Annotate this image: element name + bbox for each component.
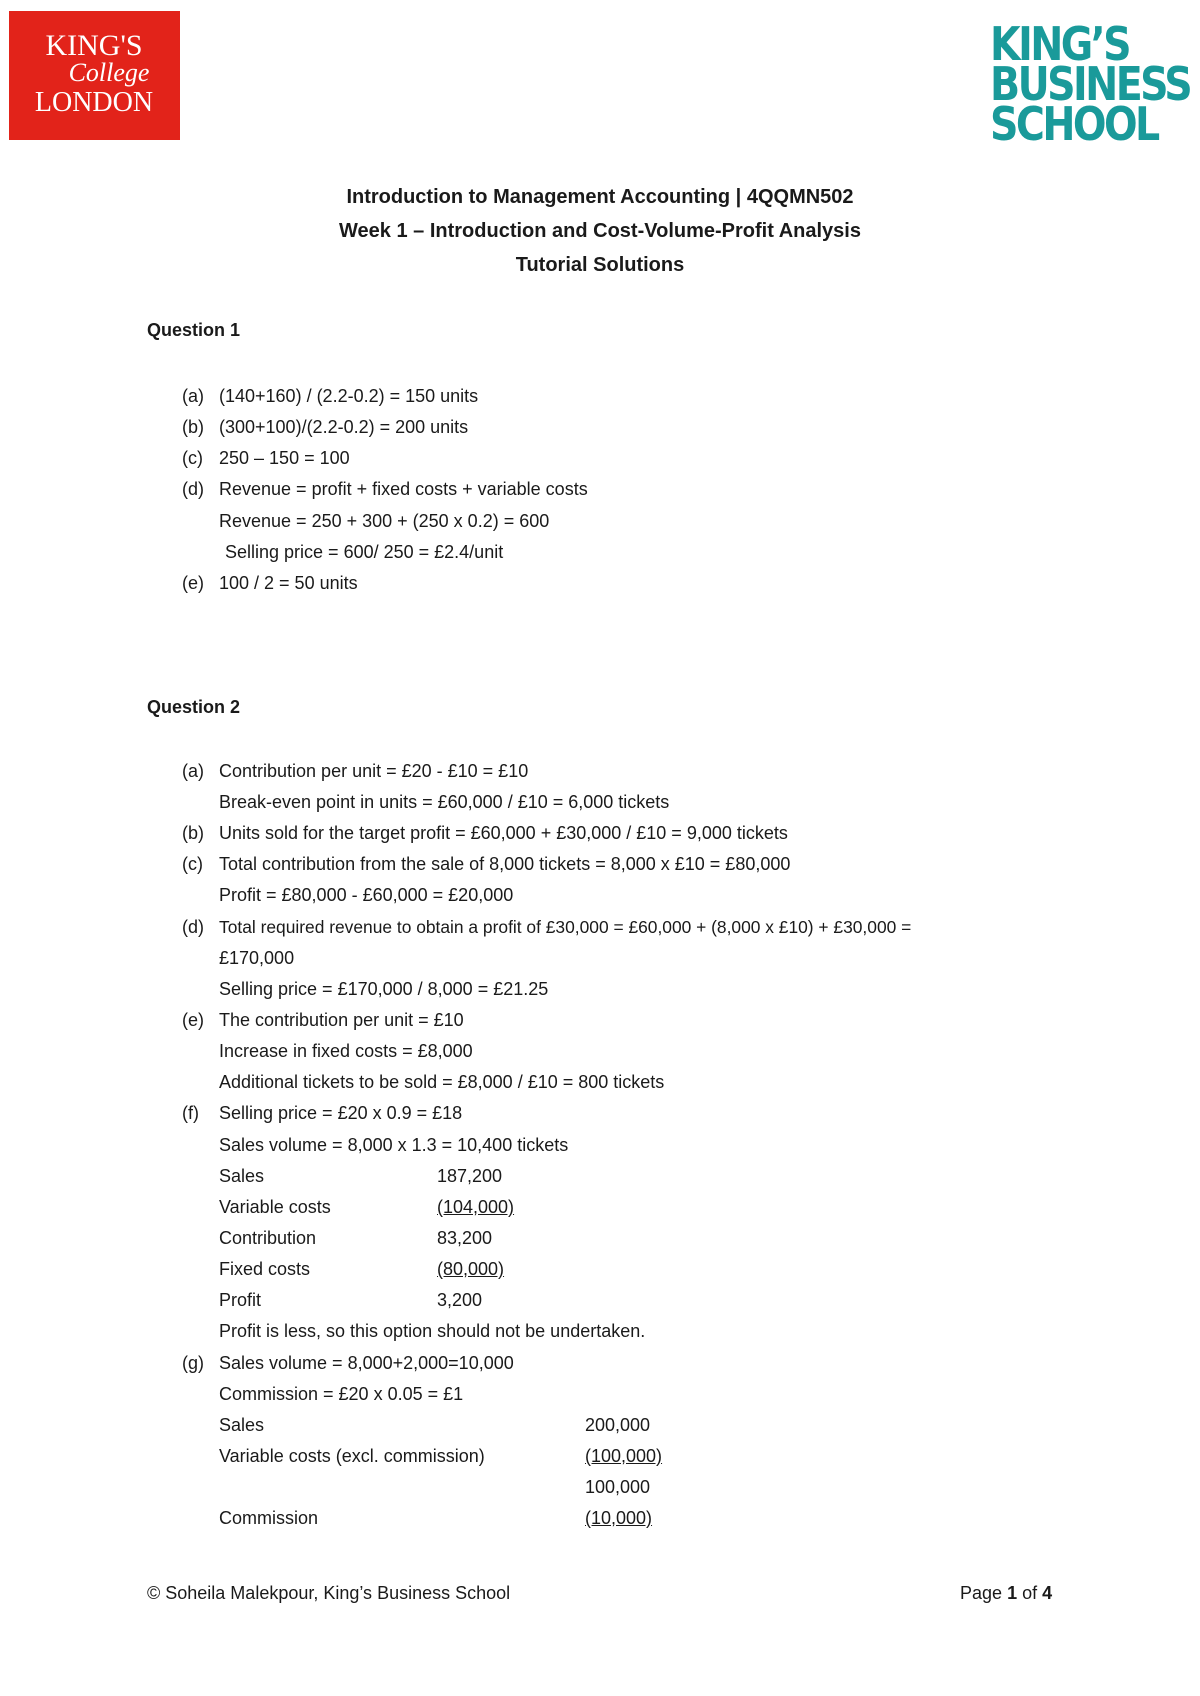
kcl-logo-line3: LONDON — [34, 87, 154, 118]
item-label: (c) — [182, 448, 203, 468]
item-text: Total contribution from the sale of 8,000 tickets = 8,000 x £10 = £80,000 — [219, 854, 791, 874]
table-value: 83,200 — [437, 1228, 493, 1248]
table-item: Sales — [219, 1415, 265, 1435]
table-item: Fixed costs — [219, 1259, 311, 1279]
table-value: (104,000) — [437, 1197, 515, 1217]
table-value: 187,200 — [437, 1166, 503, 1186]
kings-business-school-logo — [990, 17, 1191, 151]
item-label: (a) — [182, 761, 204, 781]
question-2-heading: Question 2 — [147, 697, 241, 717]
table-item: Commission — [219, 1508, 319, 1528]
table-value: (100,000) — [585, 1446, 663, 1466]
item-text: Units sold for the target profit = £60,000 + £30,000 / £10 = 9,000 tickets — [219, 823, 788, 843]
question-1-heading: Question 1 — [147, 320, 241, 340]
item-label: (e) — [182, 573, 204, 593]
kbs-logo-line2: BUSINESS — [990, 57, 1191, 111]
item-label: (f) — [182, 1103, 199, 1123]
item-text: Break-even point in units = £60,000 / £10 = 6,000 tickets — [219, 792, 670, 812]
item-label: (c) — [182, 854, 203, 874]
title-line2: Week 1 – Introduction and Cost-Volume-Profit Analysis — [339, 220, 861, 242]
item-label: (g) — [182, 1353, 204, 1373]
item-text: Total required revenue to obtain a profit of £30,000 = £60,000 + (8,000 x £10) + £30,000 = — [219, 917, 912, 937]
footer-copyright: © Soheila Malekpour, King’s Business School — [147, 1583, 511, 1603]
table-value: 200,000 — [585, 1415, 651, 1435]
table-value: 100,000 — [585, 1477, 651, 1497]
item-text: Revenue = profit + fixed costs + variable costs — [219, 479, 588, 499]
item-text: Selling price = 600/ 250 = £2.4/unit — [225, 542, 504, 562]
item-text: The contribution per unit = £10 — [219, 1010, 464, 1030]
page-number — [960, 1583, 1052, 1604]
item-label: (d) — [182, 479, 204, 499]
table-value: (10,000) — [585, 1508, 653, 1528]
kbs-logo-line1: KING’S — [990, 17, 1129, 71]
page-total: 4 — [1042, 1583, 1053, 1603]
item-text: Profit = £80,000 - £60,000 = £20,000 — [219, 885, 514, 905]
item-text: Selling price = £20 x 0.9 = £18 — [219, 1103, 463, 1123]
item-text: (140+160) / (2.2-0.2) = 150 units — [219, 386, 479, 406]
item-text: 250 – 150 = 100 — [219, 448, 350, 468]
item-text: Sales volume = 8,000 x 1.3 = 10,400 tickets — [219, 1135, 569, 1155]
item-text: £170,000 — [219, 948, 295, 968]
item-text: Contribution per unit = £20 - £10 = £10 — [219, 761, 529, 781]
table-item: Variable costs (excl. commission) — [219, 1446, 485, 1466]
item-text: Profit is less, so this option should not be undertaken. — [219, 1321, 646, 1341]
kbs-logo-line3: SCHOOL — [990, 97, 1158, 151]
item-label: (e) — [182, 1010, 204, 1030]
table-value: 3,200 — [437, 1290, 483, 1310]
page-prefix: Page — [960, 1583, 1003, 1603]
title-line1: Introduction to Management Accounting | 4QQMN502 — [346, 186, 854, 208]
kings-college-london-logo — [9, 11, 180, 140]
table-value: (80,000) — [437, 1259, 505, 1279]
page-of: of — [1022, 1583, 1038, 1603]
title-line3: Tutorial Solutions — [515, 254, 685, 276]
document-title — [0, 180, 1200, 282]
item-label: (b) — [182, 417, 204, 437]
kcl-logo-line1: KING'S — [45, 29, 143, 62]
item-text: Selling price = £170,000 / 8,000 = £21.25 — [219, 979, 549, 999]
item-label: (b) — [182, 823, 204, 843]
item-text: Additional tickets to be sold = £8,000 / £10 = 800 tickets — [219, 1072, 665, 1092]
page-current: 1 — [1007, 1583, 1018, 1603]
table-item: Sales — [219, 1166, 265, 1186]
item-text: 100 / 2 = 50 units — [219, 573, 358, 593]
item-text: Increase in fixed costs = £8,000 — [219, 1041, 473, 1061]
table-item: Profit — [219, 1290, 262, 1310]
item-text: Commission = £20 x 0.05 = £1 — [219, 1384, 464, 1404]
item-text: Revenue = 250 + 300 + (250 x 0.2) = 600 — [219, 511, 550, 531]
table-item: Variable costs — [219, 1197, 331, 1217]
item-label: (d) — [182, 917, 204, 937]
kcl-logo-line2: College — [68, 58, 150, 87]
item-label: (a) — [182, 386, 204, 406]
item-text: (300+100)/(2.2-0.2) = 200 units — [219, 417, 469, 437]
table-item: Contribution — [219, 1228, 317, 1248]
item-text: Sales volume = 8,000+2,000=10,000 — [219, 1353, 514, 1373]
